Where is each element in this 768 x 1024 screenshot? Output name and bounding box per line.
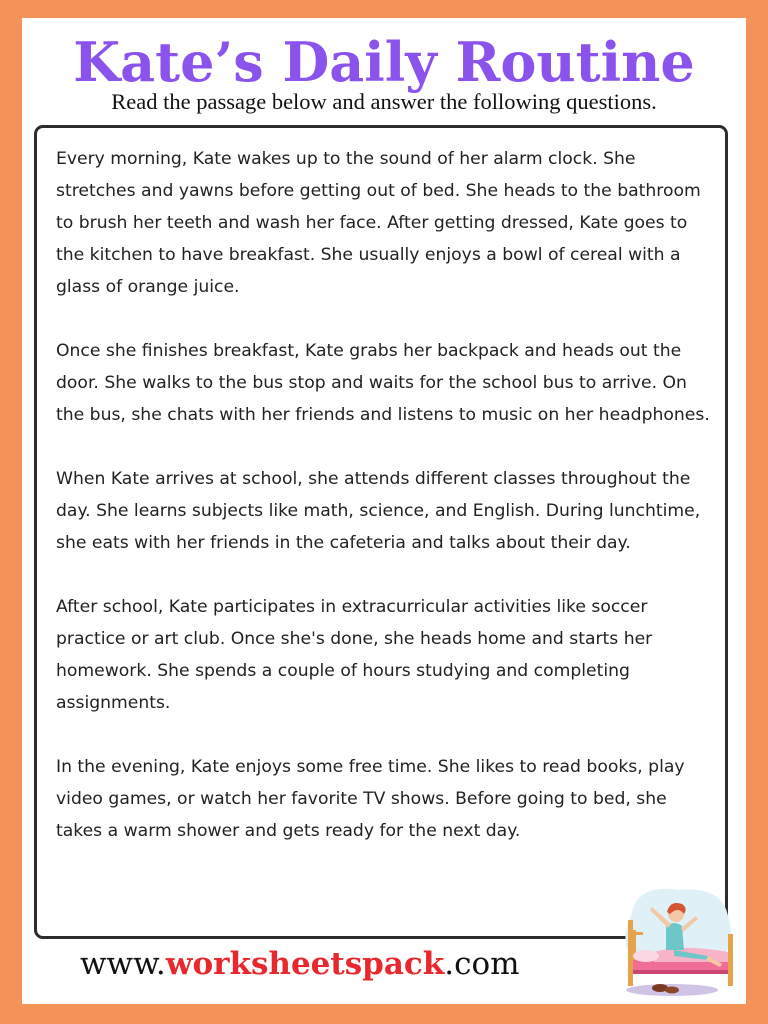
passage-paragraph: When Kate arrives at school, she attends different classes throughout the day. She learns subjects like math, science, and English. During lunchtime, she eats with her friends in the cafeteria and talks about their day. [56,469,701,553]
passage-paragraph: After school, Kate participates in extracurricular activities like soccer practice or art club. Once she's done, she heads home and starts her homework. She spends a couple of hours studying and completing assignments. [56,597,653,713]
passage-paragraph: In the evening, Kate enjoys some free time. She likes to read books, play video games, or watch her favorite TV shows. Before going to bed, she takes a warm shower and gets ready for the next day. [56,757,685,841]
girl-waking-up-in-bed-illustration [604,876,740,998]
url-suffix: .com [444,946,520,982]
url-prefix: www. [80,946,166,982]
passage-paragraph: Every morning, Kate wakes up to the sound of her alarm clock. She stretches and yawns before getting out of bed. She heads to the bathroom to brush her teeth and wash her face. After getting dressed, Kate goes to the kitchen to have breakfast. She usually enjoys a bowl of cereal with a glass of orange juice. [56,149,701,297]
url-brand: worksheetspack [165,946,445,982]
page-title: Kate’s Daily Routine [73,30,695,94]
instructions-text: Read the passage below and answer the following questions. [111,89,657,114]
website-url [80,944,520,984]
passage-text [56,143,718,847]
passage-box [34,125,728,939]
passage-paragraph: Once she finishes breakfast, Kate grabs her backpack and heads out the door. She walks to the bus stop and waits for the school bus to arrive. On the bus, she chats with her friends and listens to music on her headphones. [56,341,710,425]
worksheet-page [22,18,746,1004]
